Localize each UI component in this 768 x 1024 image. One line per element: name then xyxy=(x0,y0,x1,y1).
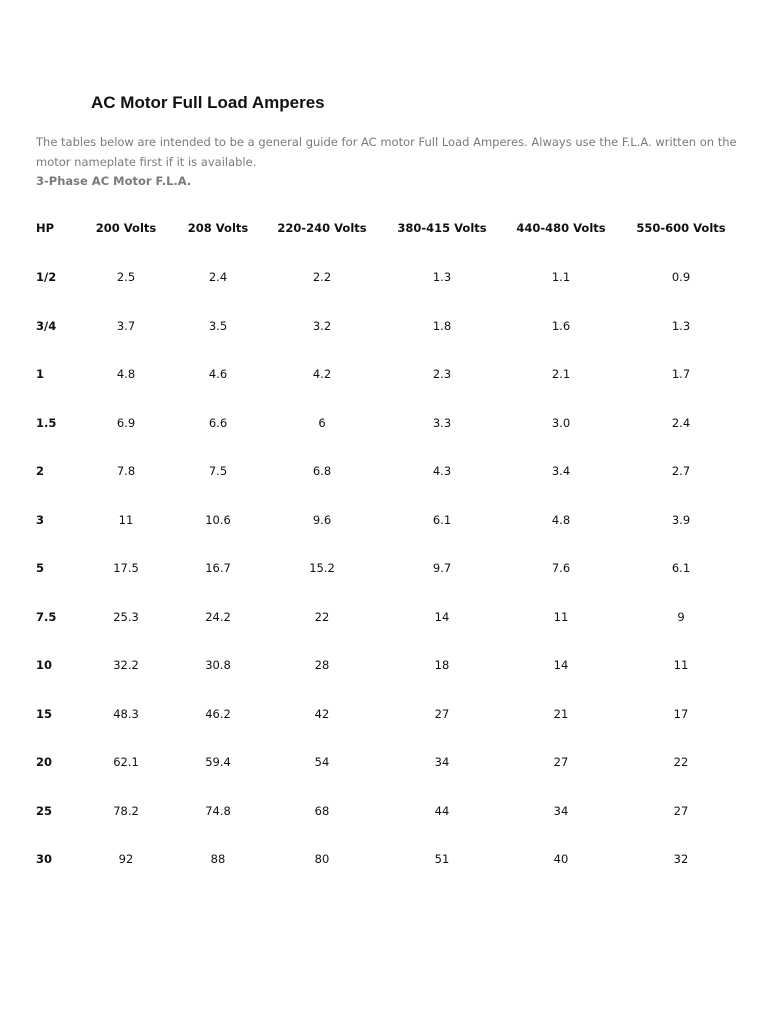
amp-cell: 2.2 xyxy=(312,270,332,284)
amp-cell: 11 xyxy=(553,609,569,624)
amp-cell: 3.4 xyxy=(551,464,571,478)
hp-cell: 15 xyxy=(36,706,53,721)
amp-cell: 14 xyxy=(553,658,569,672)
amp-cell: 6.8 xyxy=(312,464,332,478)
hp-cell: 2 xyxy=(36,464,45,478)
column-header: 200 Volts xyxy=(95,221,157,235)
amp-cell: 25.3 xyxy=(113,609,139,624)
amp-cell: 6.9 xyxy=(116,415,136,430)
amp-cell: 3.3 xyxy=(432,415,452,430)
column-header: 440-480 Volts xyxy=(516,221,606,235)
amp-cell: 3.7 xyxy=(116,318,136,333)
amp-cell: 6.6 xyxy=(208,415,228,430)
amp-cell: 51 xyxy=(434,852,450,866)
amp-cell: 27 xyxy=(673,803,689,818)
amp-cell: 68 xyxy=(314,803,330,818)
amp-cell: 74.8 xyxy=(205,803,231,818)
amp-cell: 24.2 xyxy=(205,609,231,624)
column-header: HP xyxy=(36,221,55,235)
amp-cell: 80 xyxy=(314,852,330,866)
amp-cell: 44 xyxy=(434,803,450,818)
amp-cell: 9.7 xyxy=(432,561,452,575)
amp-cell: 7.5 xyxy=(208,464,228,478)
amp-cell: 1.8 xyxy=(432,318,452,333)
hp-cell: 25 xyxy=(36,803,53,818)
intro-line: motor nameplate first if it is available. xyxy=(36,154,257,169)
hp-cell: 7.5 xyxy=(36,609,57,624)
table-subtitle: 3-Phase AC Motor F.L.A. xyxy=(36,174,192,188)
amp-cell: 9.6 xyxy=(312,512,332,527)
amp-cell: 2.4 xyxy=(671,415,691,430)
amp-cell: 54 xyxy=(314,755,330,769)
amp-cell: 30.8 xyxy=(205,658,231,672)
amp-cell: 1.6 xyxy=(551,318,571,333)
column-header: 550-600 Volts xyxy=(636,221,726,235)
amp-cell: 2.7 xyxy=(671,464,691,478)
amp-cell: 16.7 xyxy=(205,561,231,575)
amp-cell: 7.6 xyxy=(551,561,571,575)
amp-cell: 34 xyxy=(434,755,450,769)
amp-cell: 32.2 xyxy=(113,658,139,672)
amp-cell: 32 xyxy=(673,852,689,866)
hp-cell: 30 xyxy=(36,852,53,866)
amp-cell: 4.3 xyxy=(432,464,452,478)
amp-cell: 9 xyxy=(677,609,685,624)
amp-cell: 4.2 xyxy=(312,367,332,381)
amp-cell: 59.4 xyxy=(205,755,231,769)
amp-cell: 10.6 xyxy=(205,512,231,527)
amp-cell: 1.1 xyxy=(551,270,571,284)
amp-cell: 42 xyxy=(314,706,330,721)
amp-cell: 4.6 xyxy=(208,367,228,381)
amp-cell: 1.7 xyxy=(671,367,691,381)
amp-cell: 2.3 xyxy=(432,367,452,381)
amp-cell: 28 xyxy=(314,658,330,672)
amp-cell: 18 xyxy=(434,658,450,672)
amp-cell: 1.3 xyxy=(432,270,452,284)
amp-cell: 1.3 xyxy=(671,318,691,333)
hp-cell: 5 xyxy=(36,561,45,575)
amp-cell: 92 xyxy=(118,852,134,866)
amp-cell: 2.4 xyxy=(208,270,228,284)
amp-cell: 17.5 xyxy=(113,561,139,575)
amp-cell: 15.2 xyxy=(309,561,335,575)
amp-cell: 22 xyxy=(673,755,689,769)
amp-cell: 48.3 xyxy=(113,706,139,721)
hp-cell: 1.5 xyxy=(36,415,57,430)
amp-cell: 22 xyxy=(314,609,330,624)
hp-cell: 20 xyxy=(36,755,53,769)
amp-cell: 27 xyxy=(434,706,450,721)
amp-cell: 27 xyxy=(553,755,569,769)
amp-cell: 2.1 xyxy=(551,367,571,381)
intro-line: The tables below are intended to be a general guide for AC motor Full Load Amperes. Always use the F.L.A. written on the xyxy=(36,135,737,149)
column-header: 220-240 Volts xyxy=(277,221,367,235)
amp-cell: 11 xyxy=(118,512,134,527)
amp-cell: 3.5 xyxy=(208,318,228,333)
amp-cell: 7.8 xyxy=(116,464,136,478)
amp-cell: 4.8 xyxy=(551,512,571,527)
amp-cell: 6.1 xyxy=(432,512,452,527)
amp-cell: 78.2 xyxy=(113,803,139,818)
amp-cell: 6 xyxy=(318,415,326,430)
amp-cell: 62.1 xyxy=(113,755,139,769)
page-title: AC Motor Full Load Amperes xyxy=(91,93,325,112)
amp-cell: 4.8 xyxy=(116,367,136,381)
amp-cell: 6.1 xyxy=(671,561,691,575)
hp-cell: 1 xyxy=(36,367,45,381)
column-header: 380-415 Volts xyxy=(397,221,487,235)
amp-cell: 3.2 xyxy=(312,318,332,333)
amp-cell: 14 xyxy=(434,609,450,624)
amp-cell: 3.9 xyxy=(671,512,691,527)
amp-cell: 17 xyxy=(673,706,689,721)
amp-cell: 46.2 xyxy=(205,706,231,721)
hp-cell: 1/2 xyxy=(36,270,57,284)
amp-cell: 40 xyxy=(553,852,569,866)
amp-cell: 88 xyxy=(210,852,226,866)
column-header: 208 Volts xyxy=(187,221,249,235)
hp-cell: 3 xyxy=(36,512,45,527)
amp-cell: 11 xyxy=(673,658,689,672)
amp-cell: 34 xyxy=(553,803,569,818)
amp-cell: 3.0 xyxy=(551,415,571,430)
hp-cell: 3/4 xyxy=(36,318,57,333)
hp-cell: 10 xyxy=(36,658,53,672)
amp-cell: 0.9 xyxy=(671,270,691,284)
amp-cell: 2.5 xyxy=(116,270,136,284)
amp-cell: 21 xyxy=(553,706,569,721)
